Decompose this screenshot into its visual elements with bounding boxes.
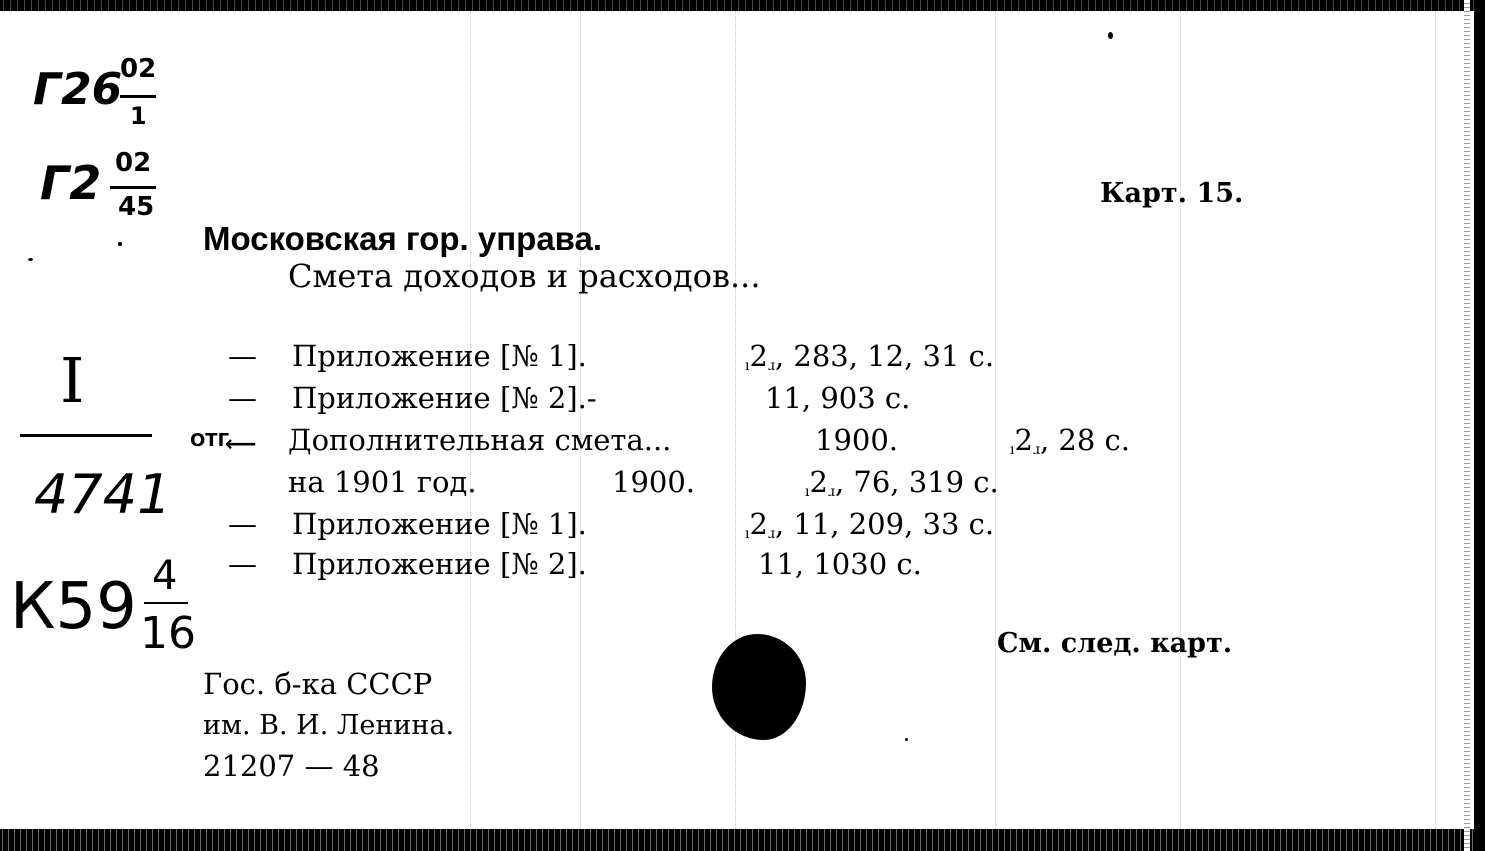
inventory-fraction-line (20, 434, 152, 437)
entry-details: 11, 1030 с. (758, 547, 922, 581)
entry-title: Приложение [№ 1]. (292, 339, 587, 373)
shelf-code-1-denominator: 1 (130, 102, 147, 130)
shelf-code-3-fraction-line (144, 602, 188, 604)
scan-gridline (580, 11, 581, 829)
entry-title: Приложение [№ 2].- (292, 381, 597, 415)
shelf-code-2-denominator: 45 (118, 192, 155, 222)
ink-blot (712, 634, 806, 740)
entry-title: Приложение [№ 2]. (292, 547, 587, 581)
shelf-code-2-main: Г2 (40, 156, 102, 210)
otg-handwritten-mark: ОТГ (190, 430, 230, 451)
shelf-code-2-numerator: 02 (115, 148, 152, 178)
entry-dash: — (228, 381, 257, 415)
imprint-number: 21207 — 48 (203, 749, 380, 783)
entry-year: 1900. (815, 423, 899, 457)
entry-title: на 1901 год. (288, 465, 477, 499)
shelf-code-1-numerator: 02 (120, 54, 157, 84)
entry-dash: — (228, 339, 257, 373)
scan-speck (1108, 32, 1113, 39)
scan-speck (905, 738, 908, 741)
scan-border-right (1474, 0, 1485, 851)
shelf-code-1-main: Г26 (33, 64, 123, 115)
scan-gridline (995, 11, 996, 829)
see-next-card: См. след. карт. (997, 628, 1233, 659)
scan-gridline (470, 11, 471, 829)
entry-dash: — (228, 547, 257, 581)
shelf-code-3-numerator: 4 (152, 553, 178, 599)
entry-year: 1900. (612, 465, 696, 499)
inventory-denominator: 4741 (34, 463, 172, 526)
imprint-library: Гос. б-ка СССР (203, 667, 433, 701)
entry-details: , 76, 319 с. (834, 465, 999, 499)
imprint-name: им. В. И. Ленина. (203, 710, 455, 741)
entry-title: Дополнительная смета... (288, 423, 672, 457)
shelf-code-3-denominator: 16 (140, 608, 196, 659)
entry-bracket-value: 2 (1014, 423, 1033, 457)
entry-bracket-value: 2 (749, 507, 768, 541)
shelf-code-3-main: К59 (10, 570, 137, 644)
scan-speck (118, 242, 122, 246)
scan-gridline (1435, 11, 1436, 829)
shelf-code-1-fraction-line (120, 95, 156, 98)
card-number: Карт. 15. (1100, 178, 1244, 209)
entry-pagination: ı2ɹ, 76, 319 с. (805, 465, 999, 500)
entry-details: , 11, 209, 33 с. (774, 507, 995, 541)
entry-pagination: ı2ɹ, 283, 12, 31 с. (745, 339, 995, 374)
scan-border-right-inner (1464, 0, 1470, 851)
arrow-icon: ⟵ (225, 432, 257, 457)
entry-title: Приложение [№ 1]. (292, 507, 587, 541)
heading-author: Московская гор. управа. (203, 220, 603, 257)
entry-dash: — (228, 507, 257, 541)
entry-details: , 283, 12, 31 с. (774, 339, 995, 373)
entry-bracket-value: 2 (809, 465, 828, 499)
entry-pagination: ı2ɹ, 28 с. (1010, 423, 1130, 458)
scan-border-top (0, 0, 1485, 11)
entry-details: 11, 903 с. (765, 381, 911, 415)
shelf-code-2-fraction-line (110, 186, 156, 189)
scan-speck (28, 258, 33, 261)
subtitle: Смета доходов и расходов... (288, 257, 761, 295)
entry-bracket-value: 2 (749, 339, 768, 373)
entry-details: , 28 с. (1039, 423, 1130, 457)
scan-border-bottom (0, 829, 1485, 851)
inventory-numerator: I (60, 344, 85, 417)
scan-gridline (1180, 11, 1181, 829)
entry-pagination: ı2ɹ, 11, 209, 33 с. (745, 507, 995, 542)
